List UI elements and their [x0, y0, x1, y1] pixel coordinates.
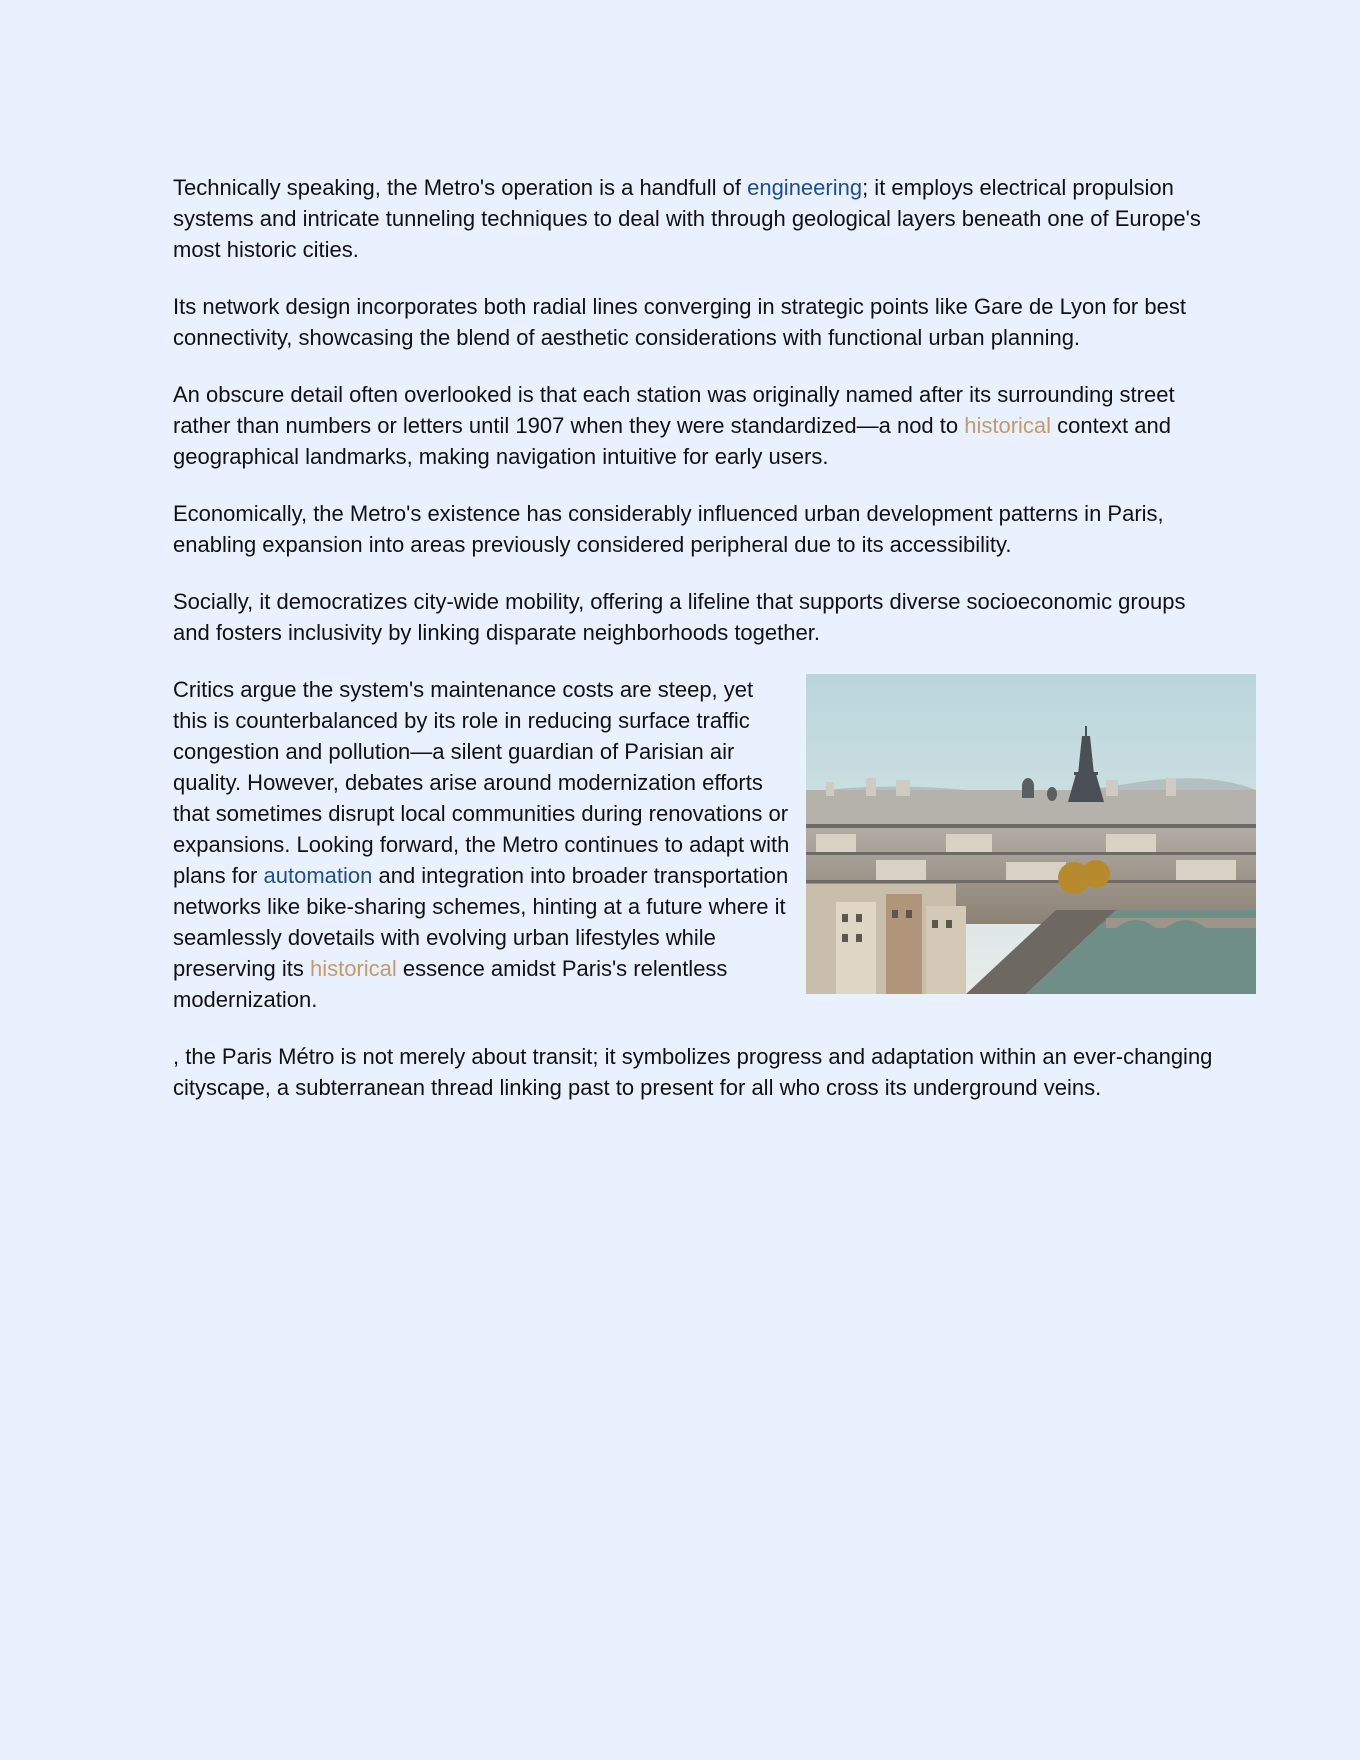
paragraph-text: Technically speaking, the Metro's operation is a handfull of [173, 175, 748, 200]
link-historical-2[interactable]: historical [309, 956, 397, 981]
paragraph-text: ; it employs electrical propulsion systems and intricate tunneling techniques to deal with through geological layers beneath one of Europe's most historic cities. [173, 175, 1201, 262]
paragraph-network-design: Its network design incorporates both radial lines converging in strategic points like Gare de Lyon for best connectivity, showcasing the blend of aesthetic considerations with functional urban planning. [173, 294, 1186, 350]
paragraph-text: and integration into broader transportation networks like bike-sharing schemes, hinting at a future where it seamlessly dovetails with evolving urban lifestyles while preserving its [173, 863, 789, 981]
paragraph-text: An obscure detail often overlooked is that each station was originally named after its surrounding street rather than numbers or letters until 1907 when they were standardized—a nod to [173, 382, 1175, 438]
link-automation[interactable]: automation [263, 863, 373, 888]
link-historical[interactable]: historical [964, 413, 1052, 438]
paragraph-text: Critics argue the system's maintenance costs are steep, yet this is counterbalanced by its role in reducing surface traffic congestion and pollution—a silent guardian of Parisian air quality. However, debates arise around modernization efforts that sometimes disrupt local communities during renovations or expansions. Looking forward, the Metro continues to adapt with plans for [173, 677, 790, 888]
paragraph-engineering [173, 172, 1213, 265]
paragraph-station-names [173, 379, 1213, 472]
bridge-icon [1106, 918, 1256, 928]
link-engineering[interactable]: engineering [747, 175, 863, 200]
article-body [173, 172, 1213, 1129]
paragraph-text: context and geographical landmarks, making navigation intuitive for early users. [173, 413, 1171, 469]
paris-skyline-illustration [806, 674, 1256, 994]
paris-skyline-image [806, 674, 1256, 994]
paragraph-conclusion: , the Paris Métro is not merely about transit; it symbolizes progress and adaptation within an ever-changing cityscape, a subterranean thread linking past to present for all who cross its underground veins. [173, 1044, 1213, 1100]
paragraph-economics: Economically, the Metro's existence has considerably influenced urban development patterns in Paris, enabling expansion into areas previously considered peripheral due to its accessibility. [173, 501, 1164, 557]
paragraph-social: Socially, it democratizes city-wide mobility, offering a lifeline that supports diverse socioeconomic groups and fosters inclusivity by linking disparate neighborhoods together. [173, 589, 1186, 645]
paragraph-text: essence amidst Paris's relentless modernization. [173, 956, 728, 1012]
